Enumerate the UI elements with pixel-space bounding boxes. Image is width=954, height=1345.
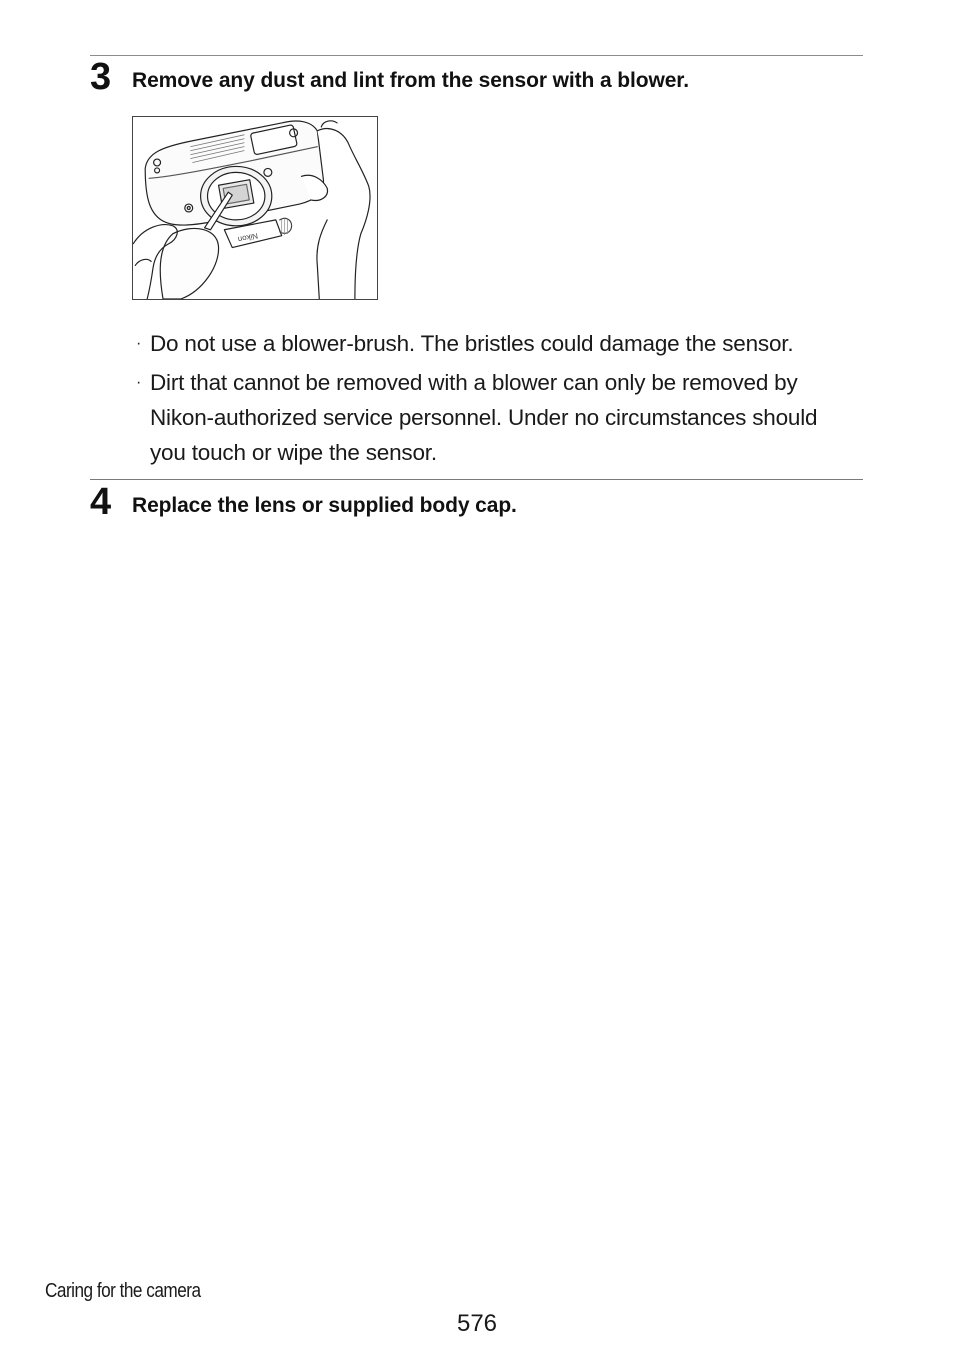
note-item xyxy=(136,326,856,361)
step-4-number: 4 xyxy=(90,481,112,523)
note-text: Do not use a blower-brush. The bristles could damage the sensor. xyxy=(150,331,794,356)
bullet-dot-icon: · xyxy=(136,335,142,352)
notes-list xyxy=(136,326,856,474)
note-text: Dirt that cannot be removed with a blower can only be removed by Nikon-authorized service personnel. Under no circumstances should you touch or wipe the sensor. xyxy=(150,370,818,465)
bullet-dot-icon: · xyxy=(136,374,142,391)
step-3-number: 3 xyxy=(90,56,112,98)
brand-mark-label: Nikon xyxy=(237,231,259,245)
step-4-title: Replace the lens or supplied body cap. xyxy=(132,494,517,517)
note-item xyxy=(136,365,856,470)
section-divider xyxy=(90,479,863,480)
page-number: 576 xyxy=(456,1310,498,1337)
footer-section-label: Caring for the camera xyxy=(45,1280,201,1302)
step-3-title: Remove any dust and lint from the sensor with a blower. xyxy=(132,69,689,92)
top-divider xyxy=(90,55,863,56)
sensor-cleaning-illustration xyxy=(132,116,378,300)
camera-blower-drawing xyxy=(133,117,377,299)
